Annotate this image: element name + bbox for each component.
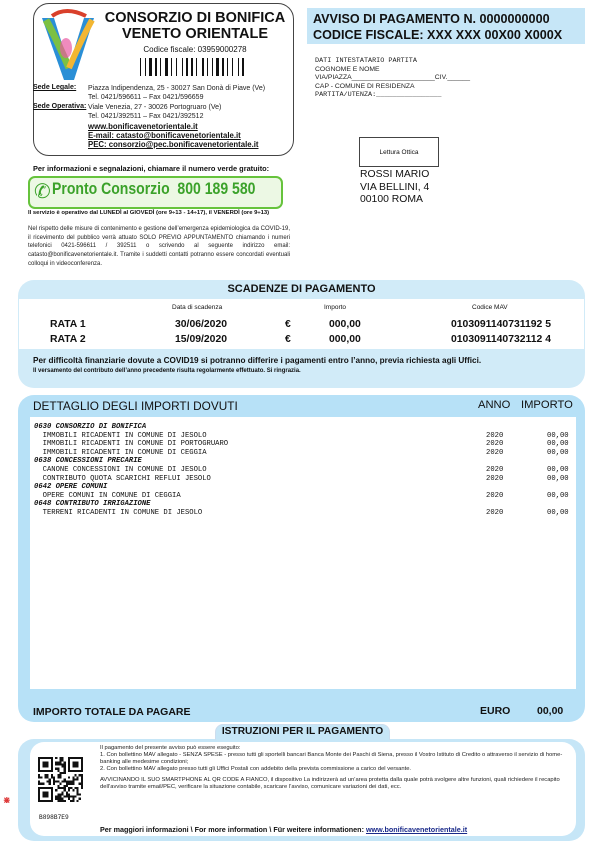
- row-anno: 2020: [486, 474, 504, 483]
- row-text: IMMOBILI RICADENTI IN COMUNE DI JESOLO: [34, 431, 207, 440]
- table-row: [34, 449, 572, 458]
- col-importo-header: IMPORTO: [521, 399, 573, 411]
- rata1-date: 30/06/2020: [175, 319, 228, 330]
- dettaglio-title: DETTAGLIO DEGLI IMPORTI DOVUTI: [33, 399, 238, 413]
- istruzioni-text: [100, 745, 570, 790]
- qr-code-label: B898B7E9: [39, 814, 69, 821]
- col-codice-mav: Codice MAV: [472, 304, 508, 311]
- email-link[interactable]: E-mail: catasto@bonificavenetorientale.it: [88, 131, 241, 140]
- table-row: [34, 492, 572, 501]
- table-row: [34, 500, 572, 509]
- table-row: [34, 440, 572, 449]
- sede-operativa-line1: Viale Venezia, 27 - 30026 Portogruaro (Ve): [88, 104, 222, 111]
- dati-nome: COGNOME E NOME: [315, 65, 380, 73]
- table-row: [34, 483, 572, 492]
- scadenze-title: SCADENZE DI PAGAMENTO: [227, 283, 376, 295]
- row-text: 0638 CONCESSIONI PRECARIE: [34, 457, 142, 466]
- rata1-mav: 0103091140731192 5: [451, 319, 551, 330]
- org-name: [100, 10, 290, 42]
- totale-value: 00,00: [537, 705, 564, 717]
- service-hours: Il servizio è operativo dal LUNEDÌ al GIOVEDÌ (ore 9÷13 - 14÷17), il VENERDÌ (ore 9÷13): [28, 210, 270, 216]
- covid-payment-note: Per difficoltà finanziarie dovute a COVID19 si potranno differire i pagamenti entro l’anno, previa richiesta agli Uffici.: [33, 356, 482, 365]
- recipient-street: VIA BELLINI, 4: [360, 181, 430, 193]
- row-importo: 00,00: [547, 491, 569, 500]
- row-text: CANONE CONCESSIONI IN COMUNE DI JESOLO: [34, 465, 207, 474]
- versamento-note: Il versamento del contributo dell’anno precedente risulta regolarmente effettuato. Si ringrazia.: [33, 368, 301, 374]
- sede-operativa-label: Sede Operativa:: [33, 103, 87, 110]
- istruzioni-p3: 2. Con bollettino MAV allegato presso tutti gli Uffici Postali con addebito della prevista commissione a carico del versante.: [100, 765, 412, 772]
- more-info: [100, 825, 467, 834]
- sede-legale-line2: Tel. 0421/596611 – Fax 0421/596659: [88, 94, 204, 101]
- rata1-currency: €: [285, 319, 291, 330]
- website-link[interactable]: www.bonificavenetorientale.it: [88, 122, 198, 131]
- table-row: [34, 423, 572, 432]
- info-title: Per informazioni e segnalazioni, chiamare il numero verde gratuito:: [33, 164, 270, 173]
- istruzioni-p2: 1. Con bollettino MAV allegato - SENZA SPESE - presso tutti gli sportelli bancari Banca Monte dei Paschi di Siena, presso il Vostro Istituto di Credito o attraverso il servizio di home-banking alle medesime condizioni;: [100, 751, 563, 765]
- table-row: [34, 509, 572, 518]
- sede-legale-label: Sede Legale:: [33, 84, 77, 91]
- rata2-amount: 000,00: [329, 334, 361, 345]
- dettaglio-rows: [34, 423, 572, 518]
- lettura-ottica-box: Lettura Ottica: [359, 137, 439, 167]
- row-anno: 2020: [486, 431, 504, 440]
- phone-icon: ✆: [34, 181, 51, 203]
- row-anno: 2020: [486, 440, 504, 449]
- row-importo: 00,00: [547, 448, 569, 457]
- avviso-codice-fiscale: CODICE FISCALE: XXX XXX 00X00 X000X: [313, 28, 563, 42]
- row-anno: 2020: [486, 448, 504, 457]
- row-text: 0630 CONSORZIO DI BONIFICA: [34, 423, 147, 431]
- istruzioni-p4: AVVICINANDO IL SUO SMARTPHONE AL QR CODE A FIANCO, il dispositivo La indirizzerà ad un’area protetta dalla quale potrà svolgere altre funzioni, quali richiedere il recapito dell’avviso tramite email/PEC, verificare la situazione contabile, scaricare l’avviso, comunicare variazioni dei dati, ecc.: [100, 776, 560, 790]
- istruzioni-title: ISTRUZIONI PER IL PAGAMENTO: [221, 726, 384, 737]
- sede-legale-address: [88, 84, 265, 102]
- recipient-name: ROSSI MARIO: [360, 169, 430, 180]
- row-importo: 00,00: [547, 431, 569, 440]
- pec-link[interactable]: PEC: consorzio@pec.bonificavenetorientale.it: [88, 140, 259, 149]
- row-anno: 2020: [486, 465, 504, 474]
- row-text: IMMOBILI RICADENTI IN COMUNE DI CEGGIA: [34, 448, 207, 457]
- row-text: TERRENI RICADENTI IN COMUNE DI JESOLO: [34, 508, 203, 517]
- recipient-city: 00100 ROMA: [360, 194, 423, 205]
- table-row: [34, 457, 572, 466]
- consorzio-logo: [36, 8, 100, 88]
- org-line2: VENETO ORIENTALE: [121, 26, 269, 42]
- avviso-number: AVVISO DI PAGAMENTO N. 0000000000: [313, 12, 550, 26]
- dati-partita: PARTITA/UTENZA:________________: [315, 91, 442, 99]
- col-anno: ANNO: [478, 399, 511, 411]
- table-row: [34, 475, 572, 484]
- col-data-scadenza: Data di scadenza: [172, 304, 223, 311]
- row-importo: 00,00: [547, 440, 569, 449]
- col-importo: Importo: [324, 304, 347, 311]
- dati-via: VIA/PIAZZA______________________CIV.______: [315, 74, 471, 81]
- rata2-date: 15/09/2020: [175, 334, 228, 345]
- istruzioni-p1: Il pagamento del presente avviso può essere eseguito:: [100, 745, 241, 751]
- side-mark-icon: ⋇: [3, 795, 11, 805]
- rata1-amount: 000,00: [329, 319, 361, 330]
- rata1-label: RATA 1: [50, 319, 86, 330]
- row-text: 0642 OPERE COMUNI: [34, 483, 108, 492]
- table-row: [34, 466, 572, 475]
- org-line1: CONSORZIO DI BONIFICA: [104, 10, 286, 26]
- dati-intestatario: [315, 57, 470, 100]
- row-text: IMMOBILI RICADENTI IN COMUNE DI PORTOGRUARO: [34, 440, 229, 449]
- covid-note: Nel rispetto delle misure di contenimento e gestione dell’emergenza epidemiologica da COVID-19, il ricevimento del pubblico verrà attuato SOLO PREVIO APPUNTAMENTO chiamando i numeri telefonici 0421-596611 / 392511 o scrivendo al seguente indirizzo email: catasto@bonificavenetorientale.it. Tramite i suddetti contatti potranno essere concordati eventuali colloqui in videoconferenza.: [28, 226, 290, 267]
- row-importo: 00,00: [547, 508, 569, 517]
- rata2-mav: 0103091140732112 4: [451, 334, 551, 345]
- more-info-text: Per maggiori informazioni \ For more information \ Für weitere informationen:: [100, 825, 364, 834]
- dati-title: DATI INTESTATARIO PARTITA: [315, 57, 417, 65]
- barcode: [140, 58, 250, 76]
- totale-label: IMPORTO TOTALE DA PAGARE: [33, 706, 191, 718]
- row-anno: 2020: [486, 491, 504, 500]
- org-codice-fiscale: Codice fiscale: 03959000278: [143, 45, 247, 54]
- pronto-consorzio-number[interactable]: Pronto Consorzio 800 189 580: [52, 180, 256, 198]
- row-text: 0648 CONTRIBUTO IRRIGAZIONE: [34, 500, 151, 509]
- row-text: CONTRIBUTO QUOTA SCARICHI REFLUI JESOLO: [34, 474, 211, 483]
- dati-cap: CAP - COMUNE DI RESIDENZA: [315, 82, 415, 90]
- qr-code-icon[interactable]: [38, 757, 83, 802]
- sede-operativa-address: [88, 103, 221, 121]
- table-row: [34, 432, 572, 441]
- row-text: OPERE COMUNI IN COMUNE DI CEGGIA: [34, 491, 181, 500]
- sede-operativa-line2: Tel. 0421/392511 – Fax 0421/392512: [88, 113, 204, 120]
- sede-legale-line1: Piazza Indipendenza, 25 - 30027 San Donà di Piave (Ve): [88, 85, 266, 92]
- more-info-link[interactable]: www.bonificavenetorientale.it: [365, 825, 468, 834]
- recipient-address: [360, 169, 429, 207]
- row-importo: 00,00: [547, 474, 569, 483]
- row-importo: 00,00: [547, 465, 569, 474]
- row-anno: 2020: [486, 508, 504, 517]
- totale-currency: EURO: [480, 705, 511, 717]
- rata2-currency: €: [285, 334, 291, 345]
- rata2-label: RATA 2: [50, 334, 86, 345]
